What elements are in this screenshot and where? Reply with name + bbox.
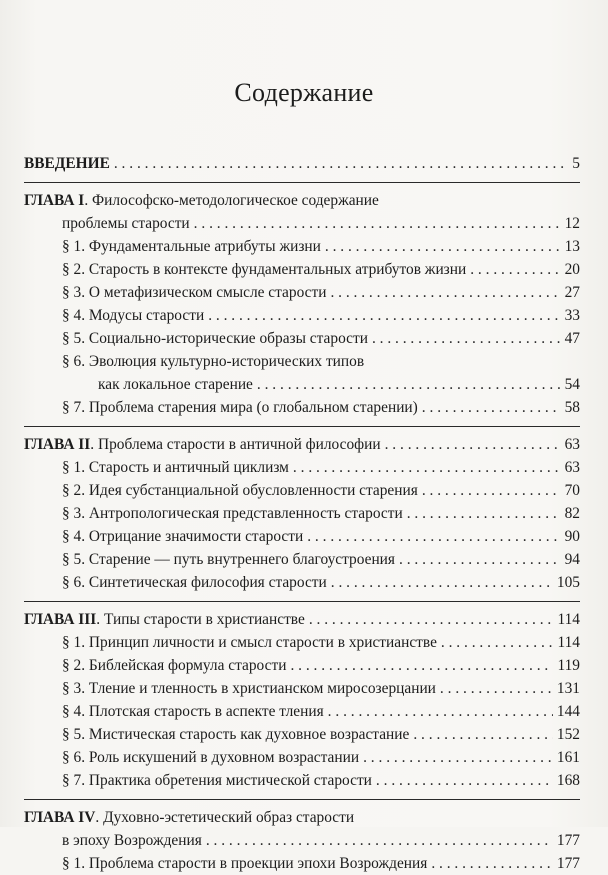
toc-section[interactable] — [24, 304, 580, 327]
chapter-number: ГЛАВА I — [24, 192, 85, 209]
toc-entry-page: 177 — [556, 832, 580, 849]
toc-section-page: 90 — [564, 528, 580, 545]
toc-chapter-4-head[interactable] — [24, 806, 580, 829]
dot-leader — [441, 631, 554, 654]
page-title: Содержание — [234, 78, 374, 107]
toc-section[interactable] — [24, 396, 580, 419]
toc-section-page: 177 — [556, 855, 580, 872]
toc-entry-page: 63 — [564, 436, 580, 453]
dot-leader — [208, 304, 560, 327]
table-of-contents — [24, 152, 580, 875]
toc-section-label: § 4. Плотская старость в аспекте тления — [62, 703, 324, 720]
toc-section-label: § 5. Мистическая старость как духовное возрастание — [62, 726, 410, 743]
chapter-title-cont: в эпоху Возрождения — [62, 832, 202, 849]
toc-section-page: 105 — [556, 574, 580, 591]
toc-entry-page: 12 — [564, 215, 580, 232]
toc-section-page: 168 — [556, 772, 580, 789]
toc-section-page: 82 — [564, 505, 580, 522]
toc-chapter-1-head[interactable] — [24, 189, 580, 212]
toc-section-label: § 3. О метафизическом смысле старости — [62, 284, 327, 301]
dot-leader — [206, 829, 553, 852]
toc-section-page: 70 — [564, 482, 580, 499]
chapter-number: ГЛАВА II — [24, 436, 91, 453]
chapter-title: . Духовно-эстетический образ старости — [95, 809, 355, 826]
toc-section[interactable] — [24, 327, 580, 350]
chapter-title: . Типы старости в христианстве — [96, 611, 305, 628]
toc-section[interactable] — [24, 479, 580, 502]
toc-section-label: § 6. Эволюция культурно-исторических типов — [62, 353, 365, 370]
toc-chapter-2-head[interactable] — [24, 433, 580, 456]
toc-section-page: 27 — [564, 284, 580, 301]
toc-section-label: § 2. Старость в контексте фундаментальных атрибутов жизни — [62, 261, 467, 278]
dot-leader — [422, 396, 561, 419]
toc-section-label: § 2. Идея субстанциальной обусловленности старения — [62, 482, 418, 499]
toc-entry-intro[interactable] — [24, 152, 580, 175]
toc-section-label: § 3. Тление и тленность в христианском миросозерцании — [62, 680, 436, 697]
toc-entry-page: 5 — [572, 155, 580, 172]
dot-leader — [363, 746, 553, 769]
toc-section-label: § 7. Проблема старения мира (о глобальном старении) — [62, 399, 418, 416]
toc-section-label-cont: как локальное старение — [98, 376, 253, 393]
toc-section[interactable] — [24, 258, 580, 281]
toc-section-label: § 6. Синтетическая философия старости — [62, 574, 327, 591]
toc-section[interactable] — [24, 502, 580, 525]
dot-leader — [372, 327, 561, 350]
toc-section-page: 47 — [564, 330, 580, 347]
toc-chapter-1-head-cont[interactable] — [24, 212, 580, 235]
toc-section[interactable] — [24, 456, 580, 479]
toc-section[interactable] — [24, 281, 580, 304]
dot-leader — [413, 723, 553, 746]
toc-section-page: 152 — [556, 726, 580, 743]
divider — [24, 799, 580, 800]
dot-leader — [194, 212, 561, 235]
toc-section-label: § 7. Практика обретения мистической старости — [62, 772, 372, 789]
toc-section-page: 161 — [556, 749, 580, 766]
toc-section-label: § 4. Отрицание значимости старости — [62, 528, 304, 545]
toc-section-page: 131 — [556, 680, 580, 697]
toc-section-page: 58 — [564, 399, 580, 416]
dot-leader — [257, 373, 561, 396]
toc-section[interactable] — [24, 235, 580, 258]
dot-leader — [328, 700, 553, 723]
dot-leader — [385, 433, 561, 456]
chapter-title: . Философско-методологическое содержание — [84, 192, 379, 209]
toc-section-label: § 1. Проблема старости в проекции эпохи Возрождения — [62, 855, 428, 872]
toc-entry-label: ВВЕДЕНИЕ — [24, 155, 110, 172]
toc-section-page: 114 — [557, 634, 580, 651]
toc-section-cont[interactable] — [24, 373, 580, 396]
toc-section-page: 33 — [564, 307, 580, 324]
dot-leader — [422, 479, 561, 502]
toc-section-page: 63 — [564, 459, 580, 476]
divider — [24, 601, 580, 602]
toc-section[interactable] — [24, 769, 580, 792]
toc-section-label: § 5. Социально-исторические образы старости — [62, 330, 368, 347]
chapter-title-cont: проблемы старости — [62, 215, 190, 232]
toc-section-label: § 1. Старость и античный циклизм — [62, 459, 289, 476]
divider — [24, 426, 580, 427]
toc-section-page: 144 — [556, 703, 580, 720]
dot-leader — [309, 608, 554, 631]
dot-leader — [470, 258, 560, 281]
toc-section[interactable] — [24, 525, 580, 548]
dot-leader — [376, 769, 553, 792]
toc-section-page: 54 — [564, 376, 580, 393]
toc-section[interactable] — [24, 350, 580, 373]
dot-leader — [114, 152, 568, 175]
toc-section-label: § 6. Роль искушений в духовном возрастании — [62, 749, 360, 766]
dot-leader — [440, 677, 553, 700]
dot-leader — [325, 235, 561, 258]
toc-section[interactable] — [24, 571, 580, 594]
toc-section[interactable] — [24, 746, 580, 769]
toc-section[interactable] — [24, 631, 580, 654]
chapter-number: ГЛАВА IV — [24, 809, 96, 826]
toc-chapter-4-head-cont[interactable] — [24, 829, 580, 852]
toc-section-label: § 5. Старение — путь внутреннего благоустроения — [62, 551, 395, 568]
toc-section[interactable] — [24, 700, 580, 723]
toc-section[interactable] — [24, 654, 580, 677]
dot-leader — [307, 525, 560, 548]
dot-leader — [407, 502, 561, 525]
toc-section[interactable] — [24, 677, 580, 700]
toc-section-page: 94 — [564, 551, 580, 568]
toc-section-page: 119 — [557, 657, 580, 674]
toc-section-label: § 3. Антропологическая представленность старости — [62, 505, 403, 522]
toc-section-label: § 4. Модусы старости — [62, 307, 205, 324]
dot-leader — [331, 571, 553, 594]
toc-chapter-3-head[interactable] — [24, 608, 580, 631]
dot-leader — [399, 548, 561, 571]
chapter-number: ГЛАВА III — [24, 611, 97, 628]
divider — [24, 182, 580, 183]
toc-section[interactable] — [24, 852, 580, 875]
toc-section[interactable] — [24, 548, 580, 571]
toc-section-label: § 1. Принцип личности и смысл старости в христианстве — [62, 634, 437, 651]
toc-section-page: 20 — [564, 261, 580, 278]
toc-section-page: 13 — [564, 238, 580, 255]
dot-leader — [330, 281, 560, 304]
toc-section[interactable] — [24, 723, 580, 746]
chapter-title: . Проблема старости в античной философии — [90, 436, 381, 453]
toc-section-label: § 2. Библейская формула старости — [62, 657, 287, 674]
dot-leader — [431, 852, 553, 875]
toc-entry-page: 114 — [557, 611, 580, 628]
toc-section-label: § 1. Фундаментальные атрибуты жизни — [62, 238, 321, 255]
dot-leader — [293, 456, 561, 479]
dot-leader — [290, 654, 553, 677]
